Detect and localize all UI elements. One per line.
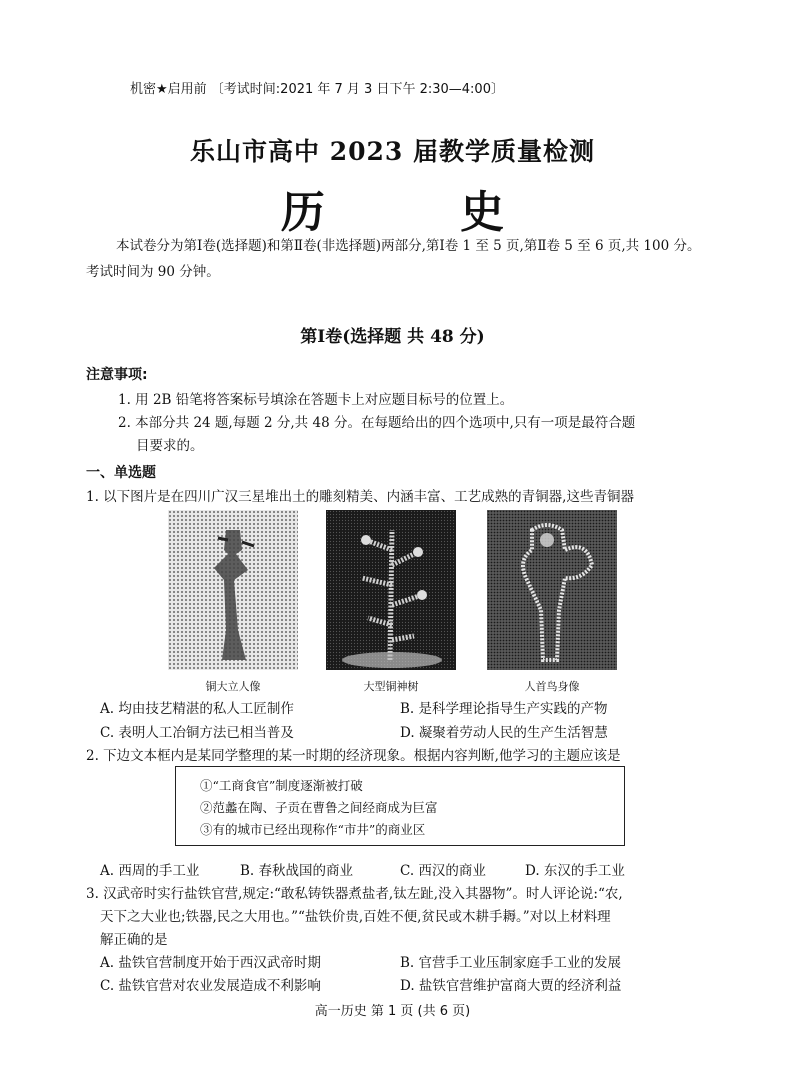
- q1-stem: 1. 以下图片是在四川广汉三星堆出土的雕刻精美、内涵丰富、工艺成熟的青铜器,这些青铜器: [86, 489, 634, 505]
- q1-option-c[interactable]: C. 表明人工冶铜方法已相当普及: [100, 725, 294, 741]
- q3-option-c[interactable]: C. 盐铁官营对农业发展造成不利影响: [100, 978, 321, 994]
- notes-title: 注意事项:: [86, 367, 148, 383]
- text-box-line: ②范蠡在陶、子贡在曹鲁之间经商成为巨富: [200, 800, 438, 815]
- q3-stem-line: 3. 汉武帝时实行盐铁官营,规定:“敢私铸铁器煮盐者,钛左趾,没入其器物”。时人评论说:“农,: [86, 886, 623, 902]
- q3-option-a[interactable]: A. 盐铁官营制度开始于西汉武帝时期: [100, 955, 321, 971]
- q3-option-b[interactable]: B. 官营手工业压制家庭手工业的发展: [400, 955, 622, 971]
- q2-option-b[interactable]: B. 春秋战国的商业: [240, 863, 354, 879]
- image-caption: 大型铜神树: [363, 680, 419, 693]
- human-head-bird-body-image: [487, 510, 617, 670]
- q3-stem-line: 解正确的是: [100, 932, 168, 948]
- q2-option-c[interactable]: C. 西汉的商业: [400, 863, 486, 879]
- text-box-line: ①“工商食官”制度逐渐被打破: [200, 778, 363, 793]
- q1-option-a[interactable]: A. 均由技艺精湛的私人工匠制作: [100, 701, 294, 717]
- q1-option-b[interactable]: B. 是科学理论指导生产实践的产物: [400, 701, 608, 717]
- image-caption: 人首鸟身像: [524, 680, 580, 693]
- note-item: 1. 用 2B 铅笔将答案标号填涂在答题卡上对应题目标号的位置上。: [118, 392, 514, 408]
- subject-title: 历 史: [280, 187, 565, 238]
- q1-option-d[interactable]: D. 凝聚着劳动人民的生产生活智慧: [400, 725, 608, 741]
- image-caption: 铜大立人像: [205, 680, 261, 693]
- text-box-line: ③有的城市已经出现称作“市井”的商业区: [200, 822, 426, 837]
- note-item: 2. 本部分共 24 题,每题 2 分,共 48 分。在每题给出的四个选项中,只有一项是最符合题: [118, 415, 636, 431]
- intro-paragraph: 本试卷分为第Ⅰ卷(选择题)和第Ⅱ卷(非选择题)两部分,第Ⅰ卷 1 至 5 页,第Ⅱ卷 5 至 6 页,共 100 分。考试时间为 90 分钟。: [86, 238, 701, 280]
- part-title: 第Ⅰ卷(选择题 共 48 分): [300, 327, 485, 347]
- bronze-standing-figure-image: [168, 510, 298, 670]
- q2-option-a[interactable]: A. 西周的手工业: [100, 863, 200, 879]
- header-note: 机密★启用前 〔考试时间:2021 年 7 月 3 日下午 2:30—4:00〕: [130, 82, 504, 97]
- q2-option-d[interactable]: D. 东汉的手工业: [525, 863, 625, 879]
- page-footer: 高一历史 第 1 页 (共 6 页): [314, 1004, 471, 1019]
- section-heading: 一、单选题: [86, 465, 156, 481]
- bronze-sacred-tree-image: [326, 510, 456, 670]
- q3-option-d[interactable]: D. 盐铁官营维护富商大贾的经济利益: [400, 978, 622, 994]
- exam-title: 乐山市高中 2023 届教学质量检测: [190, 137, 595, 166]
- note-continuation: 目要求的。: [136, 438, 204, 454]
- q2-stem: 2. 下边文本框内是某同学整理的某一时期的经济现象。根据内容判断,他学习的主题应该是: [86, 748, 621, 764]
- q3-stem-line: 天下之大业也;铁器,民之大用也。”“盐铁价贵,百姓不便,贫民或木耕手耨。”对以上材料理: [100, 909, 611, 925]
- q2-text-box: [175, 766, 625, 846]
